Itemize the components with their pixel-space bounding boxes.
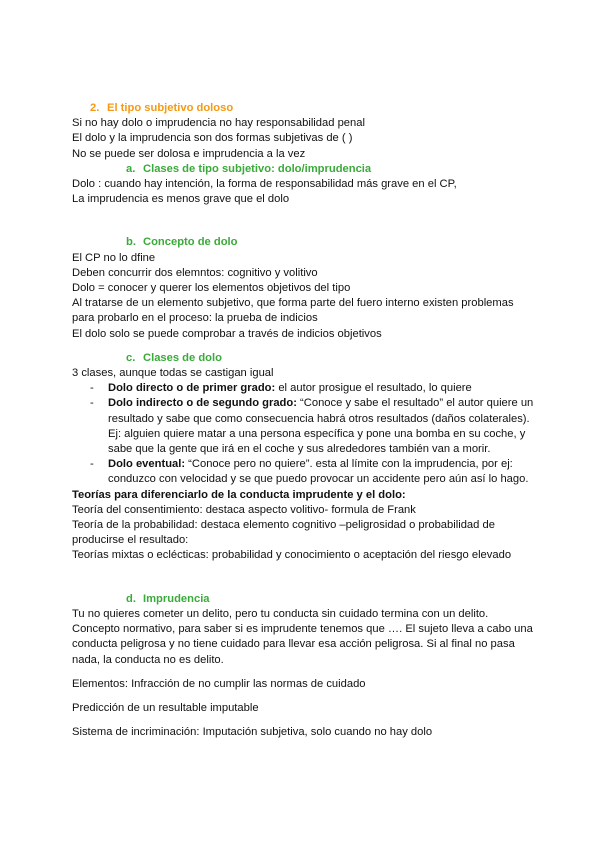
section-c-heading [72,351,542,366]
section-a-letter: a. [126,162,136,175]
text-line: El dolo y la imprudencia son dos formas subjetivas de ( ) [72,132,353,145]
dash-bullet: - [90,397,94,410]
text-line: Al tratarse de un elemento subjetivo, que forma parte del fuero interno existen problemas [72,297,514,310]
text-line: Si no hay dolo o imprudencia no hay responsabilidad penal [72,117,365,130]
theories-title: Teorías para diferenciarlo de la conducta imprudente y el dolo: [72,488,406,501]
list-item-term: Dolo indirecto o de segundo grado: [108,397,297,410]
text-line: para probarlo en el proceso: la prueba de indicios [72,312,318,325]
section-c-title: Clases de dolo [143,351,222,364]
section-2-heading [72,101,542,116]
list-item [72,396,542,457]
list-item [72,457,542,487]
dash-bullet: - [90,382,94,395]
section-2-number: 2. [90,102,100,114]
text-line: El dolo solo se puede comprobar a través de indicios objetivos [72,327,382,340]
list-item [72,381,542,396]
dolo-classes-list [72,381,542,487]
sistema-line: Sistema de incriminación: Imputación subjetiva, solo cuando no hay dolo [72,726,433,739]
text-line: No se puede ser dolosa e imprudencia a la vez [72,147,306,160]
list-item-text: “Conoce pero no quiere”. esta al límite con la imprudencia, por ej: conduzco con velocidad y se que puedo provocar un accidente pero aún así lo hago. [108,458,529,486]
section-a-title: Clases de tipo subjetivo: dolo/imprudencia [143,162,372,175]
list-item-term: Dolo directo o de primer grado: [108,382,276,395]
section-b-title: Concepto de dolo [143,236,238,249]
document-page [72,101,542,740]
text-line: 3 clases, aunque todas se castigan igual [72,367,274,380]
text-line: Teoría de la probabilidad: destaca elemento cognitivo –peligrosidad o probabilidad de producirse el resultado: [72,519,495,547]
text-line: Dolo = conocer y querer los elementos objetivos del tipo [72,282,351,295]
section-c-letter: c. [126,351,136,364]
text-line: Dolo : cuando hay intención, la forma de responsabilidad más grave en el CP, [72,178,457,191]
section-a-heading [72,162,542,177]
section-d-letter: d. [126,592,136,605]
section-d-title: Imprudencia [143,592,210,605]
list-item-text: “Conoce y sabe el resultado” el autor quiere un resultado y sabe que como consecuencia habrá otros resultados (daños colaterales). Ej: alguien quiere matar a una persona específica y pone una bomba en su coche, y sabe que la gente que irá en el coche y sus alrededores también van a morir. [108,397,534,456]
text-line: Teoría del consentimiento: destaca aspecto volitivo- formula de Frank [72,503,416,516]
section-b-letter: b. [126,236,136,249]
text-line: El CP no lo dfine [72,251,156,264]
text-line: Tu no quieres cometer un delito, pero tu conducta sin cuidado termina con un delito. [72,607,489,620]
section-d-heading [72,592,542,607]
section-2-title: El tipo subjetivo doloso [107,102,234,114]
text-line: La imprudencia es menos grave que el dolo [72,193,290,206]
text-line: Teorías mixtas o eclécticas: probabilidad y conocimiento o aceptación del riesgo elevado [72,549,512,562]
prediccion-line: Predicción de un resultable imputable [72,701,259,714]
text-line: Deben concurrir dos elemntos: cognitivo y volitivo [72,266,318,279]
section-b-heading [72,235,542,250]
list-item-term: Dolo eventual: [108,458,186,471]
text-line: Concepto normativo, para saber si es imprudente tenemos que …. El sujeto lleva a cabo una conducta peligrosa y no tiene cuidado para llevar esa acción peligrosa. Si al final no pasa nada, la conducta no es delito. [72,623,533,666]
elementos-line: Elementos: Infracción de no cumplir las normas de cuidado [72,677,366,690]
dash-bullet: - [90,458,94,471]
list-item-text: el autor prosigue el resultado, lo quiere [275,382,472,395]
